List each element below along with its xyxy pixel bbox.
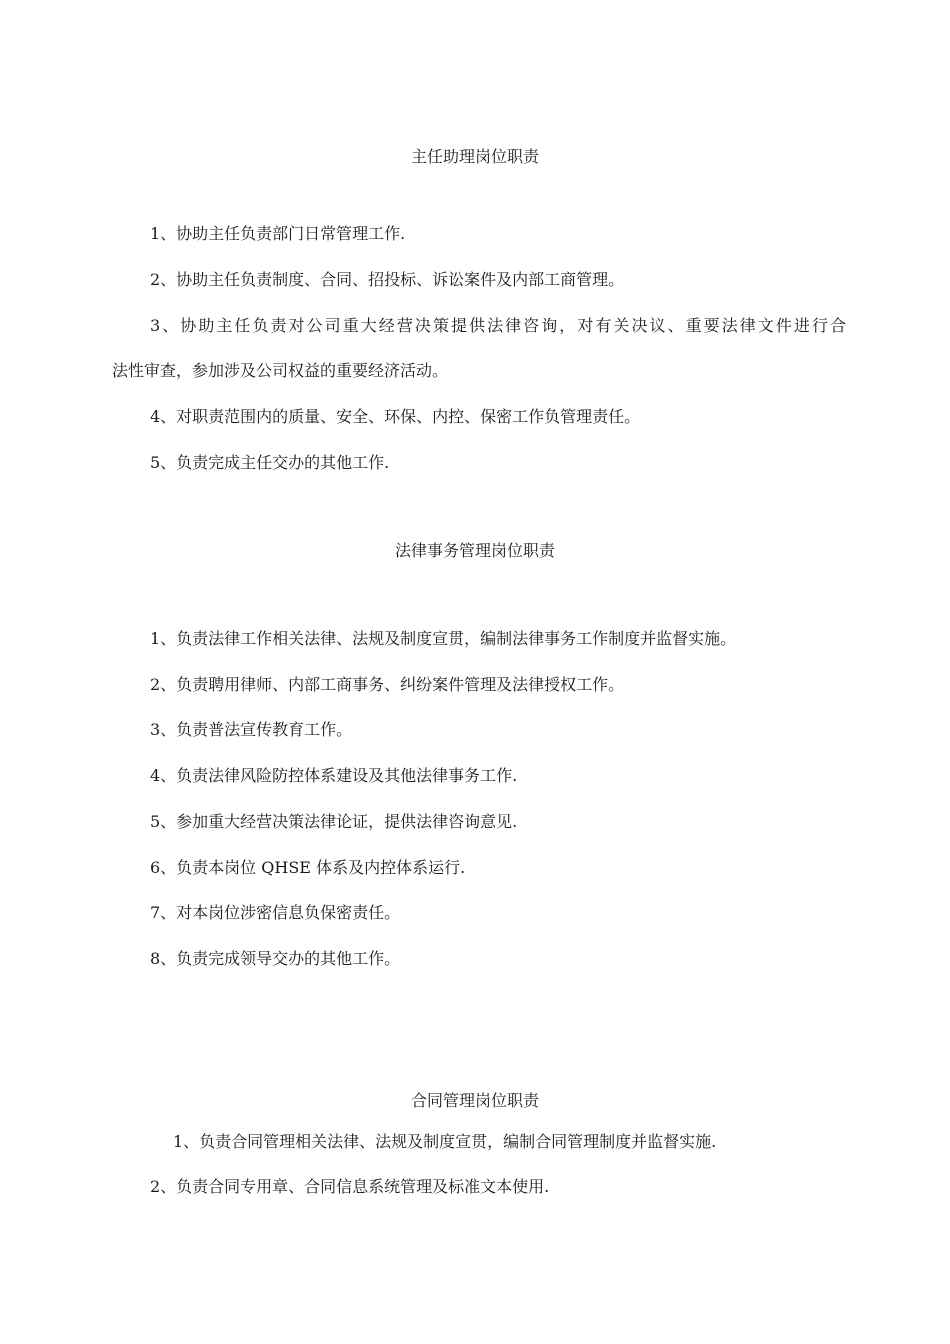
list-item: 6、负责本岗位 QHSE 体系及内控体系运行. bbox=[150, 858, 466, 877]
section-title-legal-affairs: 法律事务管理岗位职责 bbox=[394, 541, 555, 560]
list-item: 2、负责聘用律师、内部工商事务、纠纷案件管理及法律授权工作。 bbox=[150, 675, 625, 694]
list-item: 5、参加重大经营决策法律论证，提供法律咨询意见. bbox=[150, 812, 518, 831]
section-title-contract-management: 合同管理岗位职责 bbox=[410, 1091, 539, 1110]
list-item: 2、协助主任负责制度、合同、招投标、诉讼案件及内部工商管理。 bbox=[150, 270, 625, 289]
section-title-assistant-director: 主任助理岗位职责 bbox=[410, 147, 539, 166]
list-item: 3、协助主任负责对公司重大经营决策提供法律咨询，对有关决议、重要法律文件进行合 bbox=[150, 316, 846, 335]
list-item: 5、负责完成主任交办的其他工作. bbox=[150, 453, 390, 472]
list-item-continuation: 法性审查，参加涉及公司权益的重要经济活动。 bbox=[112, 361, 449, 380]
list-item: 4、对职责范围内的质量、安全、环保、内控、保密工作负管理责任。 bbox=[150, 407, 641, 426]
list-item: 3、负责普法宣传教育工作。 bbox=[150, 720, 353, 739]
list-item: 2、负责合同专用章、合同信息系统管理及标准文本使用. bbox=[150, 1177, 550, 1196]
list-item: 1、负责法律工作相关法律、法规及制度宣贯，编制法律事务工作制度并监督实施。 bbox=[150, 629, 737, 648]
list-item: 7、对本岗位涉密信息负保密责任。 bbox=[150, 903, 401, 922]
list-item: 1、协助主任负责部门日常管理工作. bbox=[150, 224, 406, 243]
list-item: 4、负责法律风险防控体系建设及其他法律事务工作. bbox=[150, 766, 518, 785]
list-item: 8、负责完成领导交办的其他工作。 bbox=[150, 949, 401, 968]
list-item: 1、负责合同管理相关法律、法规及制度宣贯，编制合同管理制度并监督实施. bbox=[173, 1132, 717, 1151]
